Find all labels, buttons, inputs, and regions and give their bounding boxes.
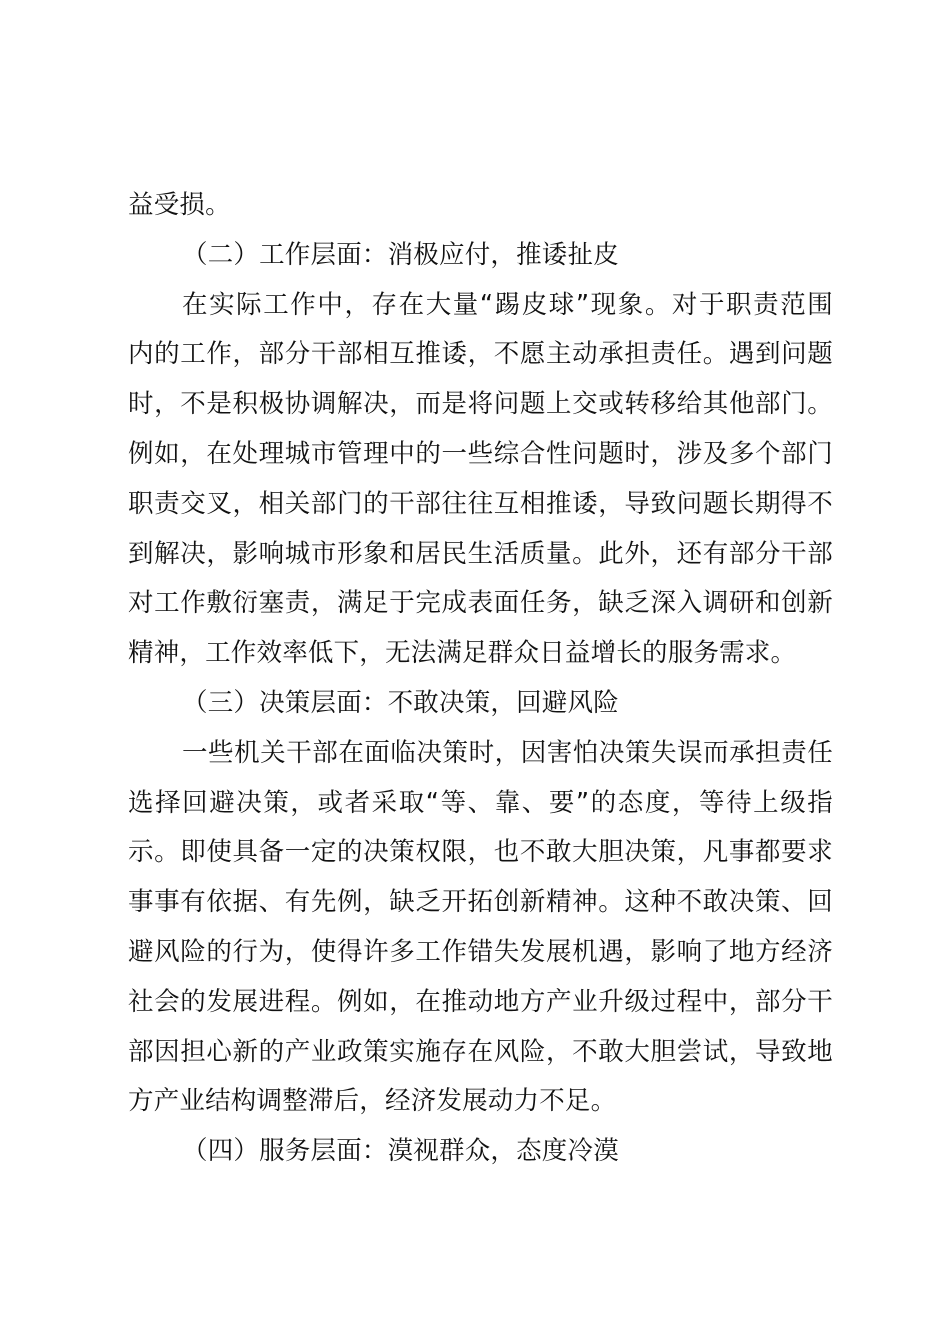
paragraph-line: 益受损。 bbox=[128, 190, 231, 220]
paragraph-line: 事事有依据、有先例，缺乏开拓创新精神。这种不敢决策、回 bbox=[128, 887, 833, 918]
paragraph-line: 精神，工作效率低下，无法满足群众日益增长的服务需求。 bbox=[128, 638, 797, 669]
paragraph-line: 时，不是积极协调解决，而是将问题上交或转移给其他部门。 bbox=[128, 389, 833, 420]
paragraph-line: 例如，在处理城市管理中的一些综合性问题时，涉及多个部门 bbox=[128, 438, 833, 469]
document-body bbox=[128, 181, 833, 1177]
paragraph-line: 到解决，影响城市形象和居民生活质量。此外，还有部分干部 bbox=[128, 538, 833, 569]
section-heading: （四）服务层面：漠视群众，态度冷漠 bbox=[182, 1136, 619, 1167]
paragraph-line: 方产业结构调整滞后，经济发展动力不足。 bbox=[128, 1086, 617, 1117]
section-heading: （三）决策层面：不敢决策，回避风险 bbox=[182, 687, 619, 718]
paragraph-line: 示。即使具备一定的决策权限，也不敢大胆决策，凡事都要求 bbox=[128, 837, 833, 868]
paragraph-line: 一些机关干部在面临决策时，因害怕决策失误而承担责任 bbox=[182, 737, 833, 768]
paragraph-line: 避风险的行为，使得许多工作错失发展机遇，影响了地方经济 bbox=[128, 936, 833, 967]
section-heading: （二）工作层面：消极应付，推诿扯皮 bbox=[182, 239, 619, 270]
paragraph-line: 社会的发展进程。例如，在推动地方产业升级过程中，部分干 bbox=[128, 986, 833, 1017]
paragraph-line: 对工作敷衍塞责，满足于完成表面任务，缺乏深入调研和创新 bbox=[128, 588, 833, 619]
paragraph-line: 部因担心新的产业政策实施存在风险，不敢大胆尝试，导致地 bbox=[128, 1036, 833, 1067]
paragraph-line: 在实际工作中，存在大量“踢皮球”现象。对于职责范围 bbox=[182, 289, 833, 320]
paragraph-line: 选择回避决策，或者采取“等、靠、要”的态度，等待上级指 bbox=[128, 787, 833, 818]
paragraph-line: 内的工作，部分干部相互推诿，不愿主动承担责任。遇到问题 bbox=[128, 339, 833, 370]
paragraph-line: 职责交叉，相关部门的干部往往互相推诿，导致问题长期得不 bbox=[128, 488, 833, 519]
